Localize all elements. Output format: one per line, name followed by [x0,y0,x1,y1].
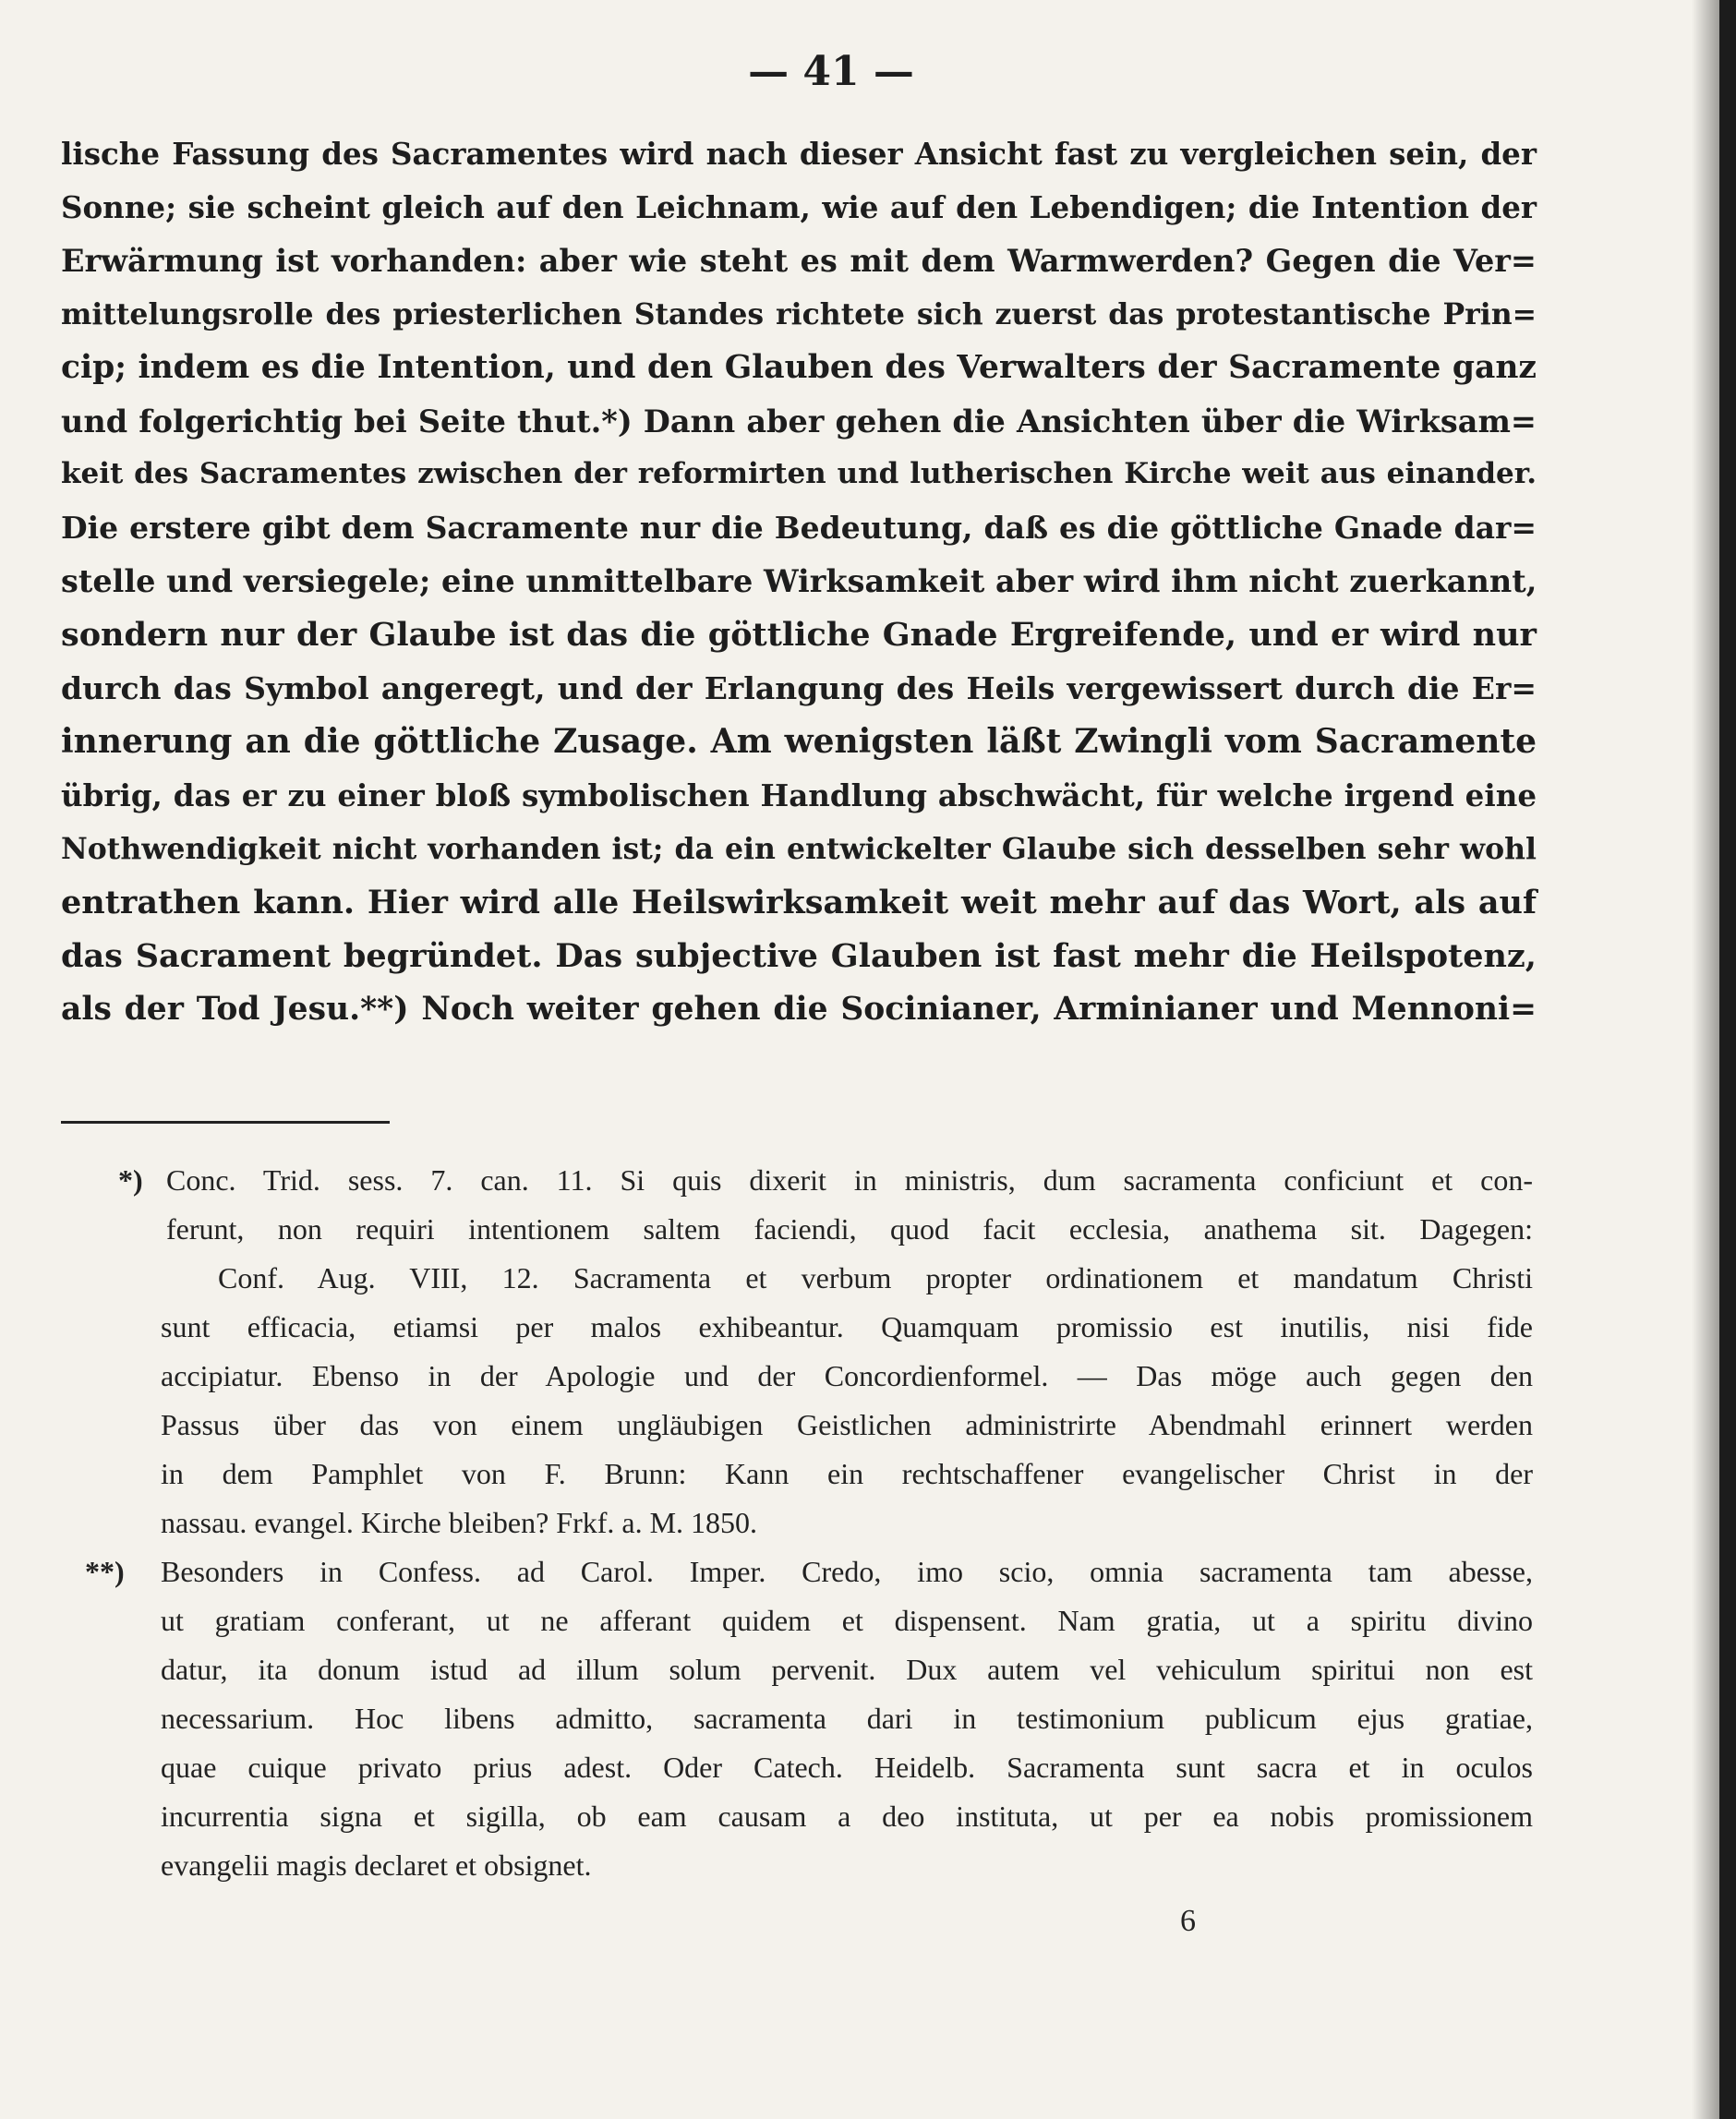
footnote-marker: **) [85,1555,125,1588]
footnote-line [0,1547,1533,1596]
footnote-line: Conf. Aug. VIII, 12. Sacramenta et verbum propter ordinationem et mandatum Christi [218,1261,1533,1294]
text-line: Nothwendigkeit nicht vorhanden ist; da ein entwickelter Glaube sich desselben sehr wohl [61,831,1537,866]
footnote-line: accipiatur. Ebenso in der Apologie und der Concordienformel. — Das möge auch gegen den [161,1359,1533,1392]
footnote-line: evangelii magis declaret et obsignet. [161,1848,592,1882]
text-line: mittelungsrolle des priesterlichen Standes richtete sich zuerst das protestantische Prin= [61,296,1537,331]
text-line: entrathen kann. Hier wird alle Heilswirksamkeit weit mehr auf das Wort, als auf [61,883,1537,921]
text-line: stelle und versiegele; eine unmittelbare Wirksamkeit aber wird ihm nicht zuerkannt, [61,563,1537,600]
footnote-line: sunt efficacia, etiamsi per malos exhibeantur. Quamquam promissio est inutilis, nisi fide [161,1310,1533,1343]
text-line: innerung an die göttliche Zusage. Am wenigsten läßt Zwingli vom Sacramente [61,721,1537,761]
text-line: lische Fassung des Sacramentes wird nach dieser Ansicht fast zu vergleichen sein, der [61,136,1537,172]
footnote-line: ut gratiam conferant, ut ne afferant quidem et dispensent. Nam gratia, ut a spiritu divino [161,1604,1533,1637]
text-line: als der Tod Jesu.**) Noch weiter gehen die Socinianer, Arminianer und Mennoni= [61,990,1537,1028]
text-line: das Sacrament begründet. Das subjective Glauben ist fast mehr die Heilspotenz, [61,936,1537,975]
footnote-line: ferunt, non requiri intentionem saltem faciendi, quod facit ecclesia, anathema sit. Dagegen: [166,1212,1533,1246]
main-text-block [61,127,1537,1036]
page-number-header: — 41 — [748,48,914,95]
footnote-line: datur, ita donum istud ad illum solum pervenit. Dux autem vel vehiculum spiritui non est [161,1653,1533,1686]
footnote-line [0,1156,1533,1205]
footnotes-block [0,1156,1533,1890]
text-line: Erwärmung ist vorhanden: aber wie steht es mit dem Warmwerden? Gegen die Ver= [61,242,1537,279]
footnote-line: nassau. evangel. Kirche bleiben? Frkf. a. M. 1850. [161,1506,758,1539]
text-line: und folgerichtig bei Seite thut.*) Dann aber gehen die Ansichten über die Wirksam= [61,403,1537,439]
footnote-line: necessarium. Hoc libens admitto, sacramenta dari in testimonium publicum ejus gratiae, [161,1702,1533,1735]
footnote-line: incurrentia signa et sigilla, ob eam causam a deo instituta, ut per ea nobis promissionem [161,1800,1533,1833]
footnote-line: Passus über das von einem ungläubigen Geistlichen administrirte Abendmahl erinnert werden [161,1408,1533,1441]
text-line: Die erstere gibt dem Sacramente nur die Bedeutung, daß es die göttliche Gnade dar= [61,510,1537,547]
footnote-text: Besonders in Confess. ad Carol. Imper. Credo, imo scio, omnia sacramenta tam abesse, [161,1555,1533,1588]
text-line: durch das Symbol angeregt, und der Erlangung des Heils vergewissert durch die Er= [61,670,1537,707]
footnote-text: Conc. Trid. sess. 7. can. 11. Si quis dixerit in ministris, dum sacramenta conficiunt et con- [166,1163,1533,1197]
text-line: übrig, das er zu einer bloß symbolischen Handlung abschwächt, für welche irgend eine [61,777,1537,813]
text-line: cip; indem es die Intention, und den Glauben des Verwalters der Sacramente ganz [61,348,1537,386]
text-line: keit des Sacramentes zwischen der reformirten und lutherischen Kirche weit aus einander. [61,457,1537,491]
text-line: Sonne; sie scheint gleich auf den Leichnam, wie auf den Lebendigen; die Intention der [61,188,1537,225]
footnote-marker: *) [118,1163,143,1197]
footnote-divider [61,1121,390,1124]
footnote-line: in dem Pamphlet von F. Brunn: Kann ein rechtschaffener evangelischer Christ in der [161,1457,1533,1490]
text-line: sondern nur der Glaube ist das die göttliche Gnade Ergreifende, und er wird nur [61,616,1537,655]
signature-mark: 6 [1180,1904,1196,1938]
footnote-line: quae cuique privato prius adest. Oder Catech. Heidelb. Sacramenta sunt sacra et in oculos [161,1751,1533,1784]
